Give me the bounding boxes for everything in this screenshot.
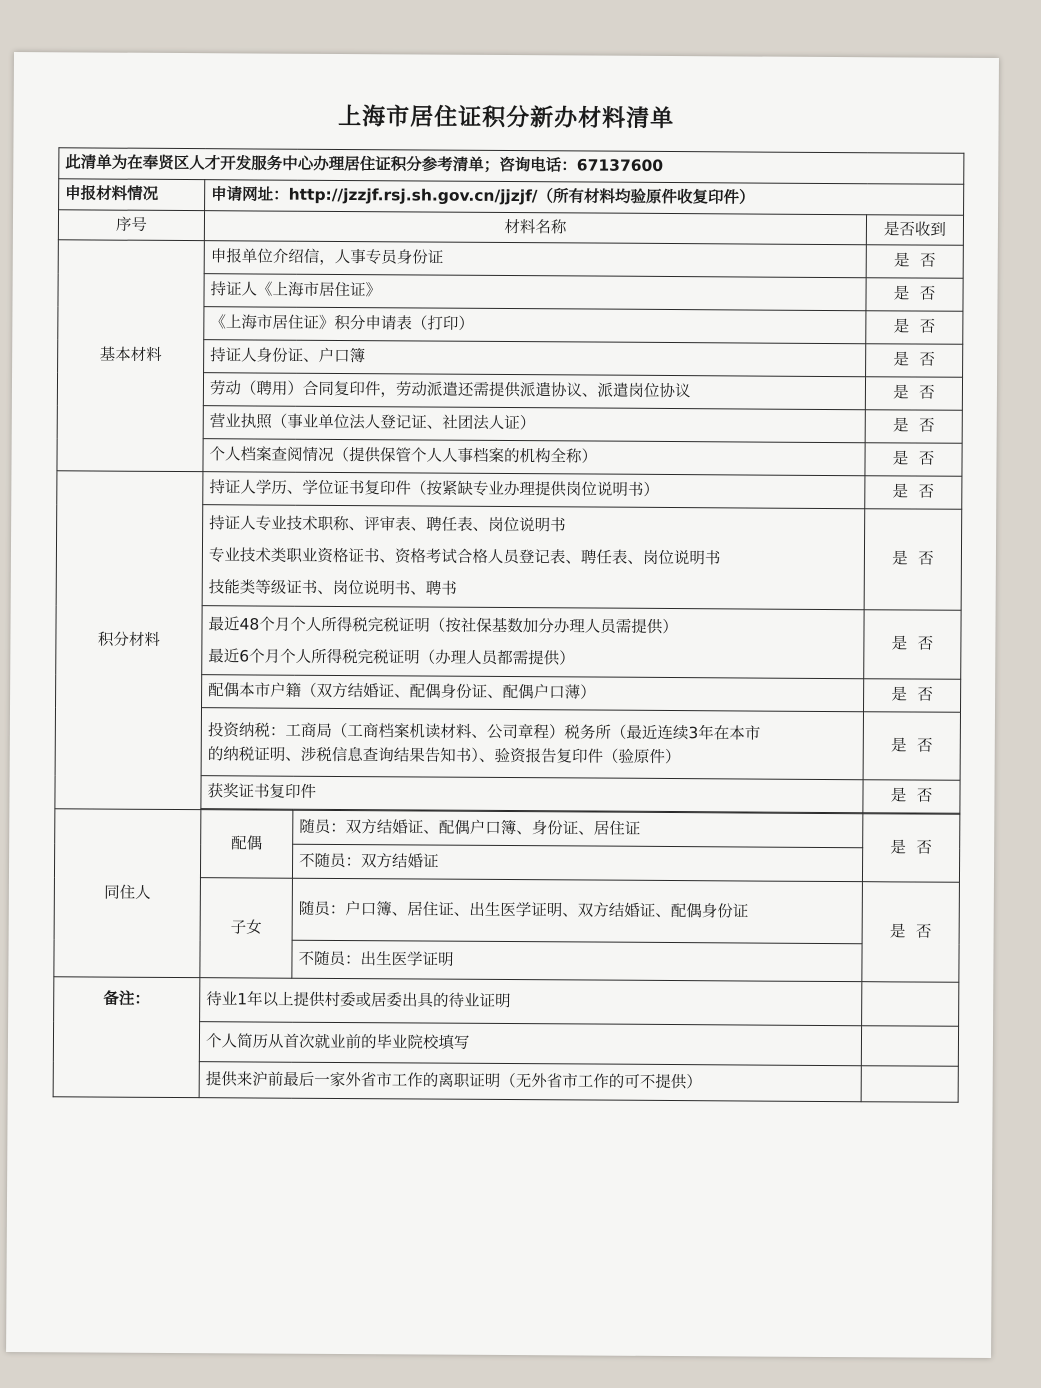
material-item: 获奖证书复印件	[201, 776, 863, 813]
material-line: 专业技术类职业资格证书、资格考试合格人员登记表、聘任表、岗位说明书	[208, 546, 721, 568]
empty-cell	[861, 1026, 958, 1067]
no-option[interactable]: 否	[916, 838, 932, 857]
material-line: 持证人专业技术职称、评审表、聘任表、岗位说明书	[209, 514, 566, 535]
no-option[interactable]: 否	[918, 549, 934, 568]
apply-label: 申报材料情况	[59, 179, 205, 211]
no-option[interactable]: 否	[919, 284, 936, 303]
no-option[interactable]: 否	[918, 482, 935, 501]
spouse-label: 配偶	[200, 810, 292, 879]
yes-option[interactable]: 是	[893, 383, 909, 402]
yes-option[interactable]: 是	[890, 786, 907, 805]
material-line: 最近48个月个人所得税完税证明（按社保基数加分办理人员需提供）	[208, 615, 678, 637]
material-item-group	[201, 708, 863, 780]
no-option[interactable]: 否	[919, 350, 935, 369]
received-check[interactable]	[865, 410, 962, 444]
material-line: 的纳税证明、涉税信息查询结果告知书）、验资报告复印件（验原件）	[207, 744, 681, 766]
received-check[interactable]	[863, 780, 960, 814]
received-check[interactable]	[863, 712, 960, 781]
yes-option[interactable]: 是	[893, 317, 910, 336]
document-title: 上海市居住证积分新办材料清单	[338, 103, 675, 133]
yes-option[interactable]: 是	[892, 416, 909, 435]
material-item: 劳动（聘用）合同复印件，劳动派遣还需提供派遣协议、派遣岗位协议	[203, 373, 865, 410]
received-check[interactable]	[866, 311, 963, 345]
received-check[interactable]	[863, 679, 960, 713]
no-option[interactable]: 否	[919, 383, 935, 402]
section-cohabitant: 同住人	[54, 809, 201, 978]
material-item: 随员：双方结婚证、配偶户口簿、身份证、居住证	[293, 810, 863, 847]
received-check[interactable]	[865, 443, 962, 477]
yes-option[interactable]: 是	[892, 449, 909, 468]
material-item: 配偶本市户籍（双方结婚证、配偶身份证、配偶户口薄）	[202, 675, 864, 712]
column-received: 是否收到	[866, 215, 963, 246]
material-item: 申报单位介绍信，人事专员身份证	[204, 241, 866, 278]
table-row	[58, 240, 963, 279]
yes-option[interactable]: 是	[893, 350, 909, 369]
material-item: 不随员：出生医学证明	[292, 940, 862, 981]
material-item: 随员：户口簿、居住证、出生医学证明、双方结婚证、配偶身份证	[292, 878, 862, 943]
material-item-group	[202, 505, 865, 610]
received-check[interactable]	[865, 377, 962, 411]
remarks-label: 备注：	[53, 977, 200, 1098]
yes-option[interactable]: 是	[893, 251, 910, 270]
document-sheet	[6, 52, 999, 1358]
material-item: 持证人身份证、户口簿	[204, 340, 866, 377]
material-line: 技能类等级证书、岗位说明书、聘书	[208, 578, 457, 598]
received-check[interactable]	[862, 882, 960, 983]
child-label: 子女	[200, 878, 293, 979]
no-option[interactable]: 否	[918, 449, 935, 468]
yes-option[interactable]: 是	[890, 838, 906, 857]
material-line: 最近6个月个人所得税完税证明（办理人员都需提供）	[208, 647, 575, 668]
received-check[interactable]	[866, 278, 963, 312]
yes-option[interactable]: 是	[890, 736, 907, 755]
yes-option[interactable]: 是	[889, 922, 906, 941]
no-option[interactable]: 否	[919, 251, 936, 270]
no-option[interactable]: 否	[917, 685, 933, 704]
yes-option[interactable]: 是	[892, 549, 908, 568]
material-item: 营业执照（事业单位法人登记证、社团法人证）	[203, 406, 865, 443]
material-item-group	[202, 606, 864, 679]
material-line: 投资纳税：工商局（工商档案机读材料、公司章程）税务所（最近连续3年在本市	[207, 720, 761, 743]
yes-option[interactable]: 是	[893, 284, 910, 303]
remark-item: 提供来沪前最后一家外省市工作的离职证明（无外省市工作的可不提供）	[199, 1062, 861, 1102]
section-points: 积分材料	[55, 471, 203, 810]
no-option[interactable]: 否	[916, 736, 933, 755]
table-row	[54, 977, 959, 1027]
received-check[interactable]	[866, 344, 963, 378]
remark-item: 待业1年以上提供村委或居委出具的待业证明	[200, 978, 862, 1026]
received-check[interactable]	[864, 509, 962, 611]
section-basic: 基本材料	[57, 240, 204, 472]
yes-option[interactable]: 是	[891, 685, 907, 704]
column-seq: 序号	[58, 210, 204, 241]
material-item: 持证人《上海市居住证》	[204, 274, 866, 311]
received-check[interactable]	[862, 814, 959, 883]
column-name: 材料名称	[204, 211, 866, 245]
remark-item: 个人简历从首次就业前的毕业院校填写	[199, 1022, 861, 1066]
no-option[interactable]: 否	[916, 786, 933, 805]
empty-cell	[861, 1066, 958, 1103]
received-check[interactable]	[864, 610, 961, 680]
yes-option[interactable]: 是	[892, 482, 909, 501]
table-row	[55, 809, 960, 849]
material-item: 《上海市居住证》积分申请表（打印）	[204, 307, 866, 344]
apply-url: 申请网址：http://jzzjf.rsj.sh.gov.cn/jjzjf/（所有材料均验原件收复印件）	[205, 180, 964, 216]
material-item: 不随员：双方结婚证	[292, 844, 862, 881]
received-check[interactable]	[865, 476, 962, 510]
yes-option[interactable]: 是	[891, 634, 908, 653]
materials-table	[53, 147, 965, 1103]
table-row	[57, 471, 962, 510]
received-check[interactable]	[866, 245, 963, 279]
no-option[interactable]: 否	[919, 317, 936, 336]
notice-text: 此清单为在奉贤区人才开发服务中心办理居住证积分参考清单；咨询电话：67137600	[59, 148, 964, 185]
empty-cell	[862, 982, 959, 1027]
material-item: 持证人学历、学位证书复印件（按紧缺专业办理提供岗位说明书）	[203, 472, 865, 509]
material-item: 个人档案查阅情况（提供保管个人人事档案的机构全称）	[203, 439, 865, 476]
no-option[interactable]: 否	[915, 922, 932, 941]
no-option[interactable]: 否	[917, 634, 934, 653]
no-option[interactable]: 否	[918, 416, 935, 435]
